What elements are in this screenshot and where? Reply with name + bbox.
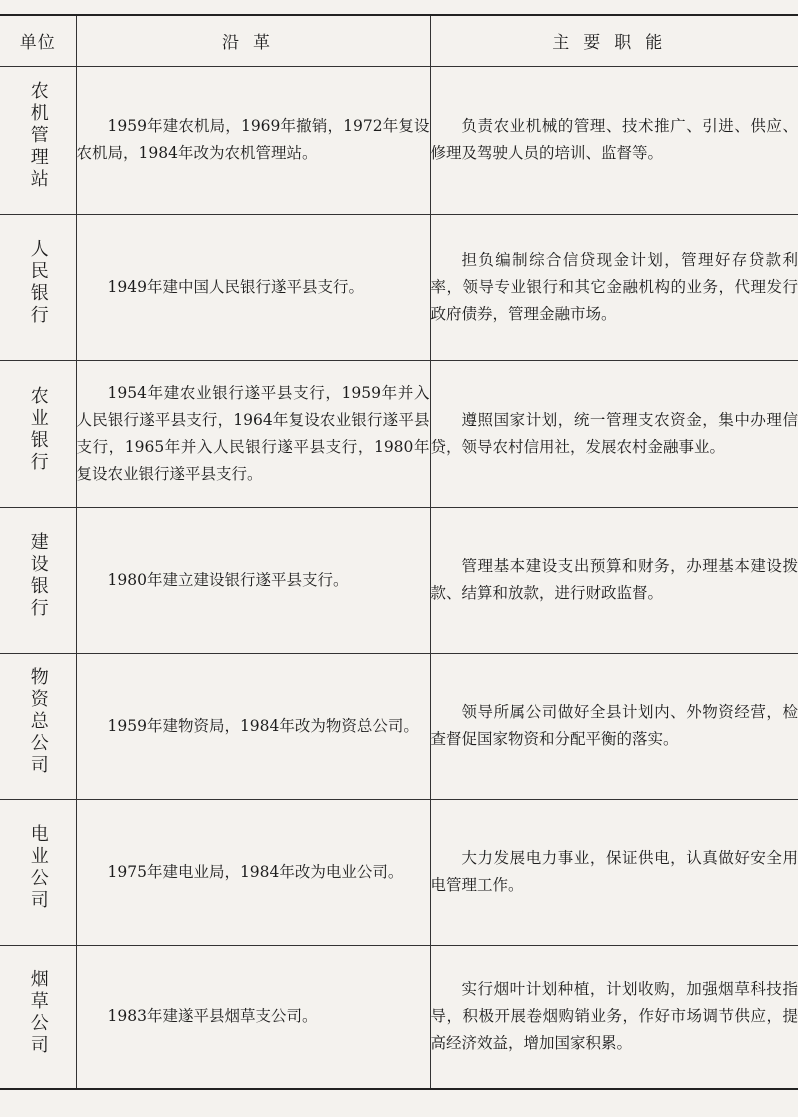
table-row	[0, 360, 798, 507]
header-unit: 单位	[0, 15, 76, 66]
function-text: 管理基本建设支出预算和财务，办理基本建设拨款、结算和放款，进行财政监督。	[430, 557, 798, 602]
header-row	[0, 15, 798, 66]
history-text: 1949年建中国人民银行遂平县支行。	[107, 277, 364, 296]
function-cell	[430, 653, 798, 799]
history-cell	[76, 653, 430, 799]
function-text: 实行烟叶计划种植，计划收购，加强烟草科技指导，积极开展卷烟购销业务，作好市场调节供应，提高经济效益，增加国家积累。	[430, 980, 798, 1053]
history-text: 1959年建农机局，1969年撤销，1972年复设农机局，1984年改为农机管理站。	[76, 117, 430, 162]
history-text: 1959年建物资局，1984年改为物资总公司。	[107, 716, 419, 735]
unit-name: 农业银行	[27, 385, 49, 474]
function-cell	[430, 214, 798, 360]
table-row	[0, 214, 798, 360]
unit-cell	[0, 507, 76, 653]
history-text: 1954年建农业银行遂平县支行，1959年并入人民银行遂平县支行，1964年复设农业银行遂平县支行，1965年并入人民银行遂平县支行，1980年复设农业银行遂平县支行。	[76, 383, 430, 483]
table-row	[0, 507, 798, 653]
unit-cell	[0, 360, 76, 507]
function-text: 领导所属公司做好全县计划内、外物资经营，检查督促国家物资和分配平衡的落实。	[430, 703, 798, 748]
function-cell	[430, 360, 798, 507]
function-cell	[430, 507, 798, 653]
unit-cell	[0, 214, 76, 360]
unit-name: 农机管理站	[27, 81, 49, 191]
table-row	[0, 799, 798, 945]
table-row	[0, 945, 798, 1089]
table-row	[0, 653, 798, 799]
unit-name: 物资总公司	[27, 667, 49, 777]
function-cell	[430, 799, 798, 945]
unit-cell	[0, 653, 76, 799]
function-text: 负责农业机械的管理、技术推广、引进、供应、修理及驾驶人员的培训、监督等。	[430, 117, 798, 162]
history-cell	[76, 214, 430, 360]
history-cell	[76, 799, 430, 945]
unit-cell	[0, 66, 76, 214]
unit-cell	[0, 945, 76, 1089]
unit-cell	[0, 799, 76, 945]
history-text: 1975年建电业局，1984年改为电业公司。	[107, 862, 404, 881]
table-row	[0, 66, 798, 214]
history-cell	[76, 66, 430, 214]
history-table	[0, 14, 798, 1090]
function-text: 大力发展电力事业，保证供电，认真做好安全用电管理工作。	[430, 849, 798, 894]
function-text: 遵照国家计划，统一管理支农资金，集中办理信贷，领导农村信用社，发展农村金融事业。	[430, 410, 798, 456]
function-cell	[430, 66, 798, 214]
function-text: 担负编制综合信贷现金计划，管理好存贷款利率，领导专业银行和其它金融机构的业务，代理发行政府债券，管理金融市场。	[430, 250, 798, 323]
history-text: 1983年建遂平县烟草支公司。	[107, 1007, 318, 1026]
unit-name: 建设银行	[27, 532, 49, 620]
header-history: 沿革	[76, 15, 430, 66]
function-cell	[430, 945, 798, 1089]
unit-name: 烟草公司	[27, 968, 49, 1057]
history-cell	[76, 360, 430, 507]
unit-name: 电业公司	[27, 824, 49, 912]
unit-name: 人民银行	[27, 239, 49, 327]
history-text: 1980年建立建设银行遂平县支行。	[107, 570, 349, 589]
header-function: 主要职能	[430, 15, 798, 66]
history-cell	[76, 945, 430, 1089]
history-cell	[76, 507, 430, 653]
